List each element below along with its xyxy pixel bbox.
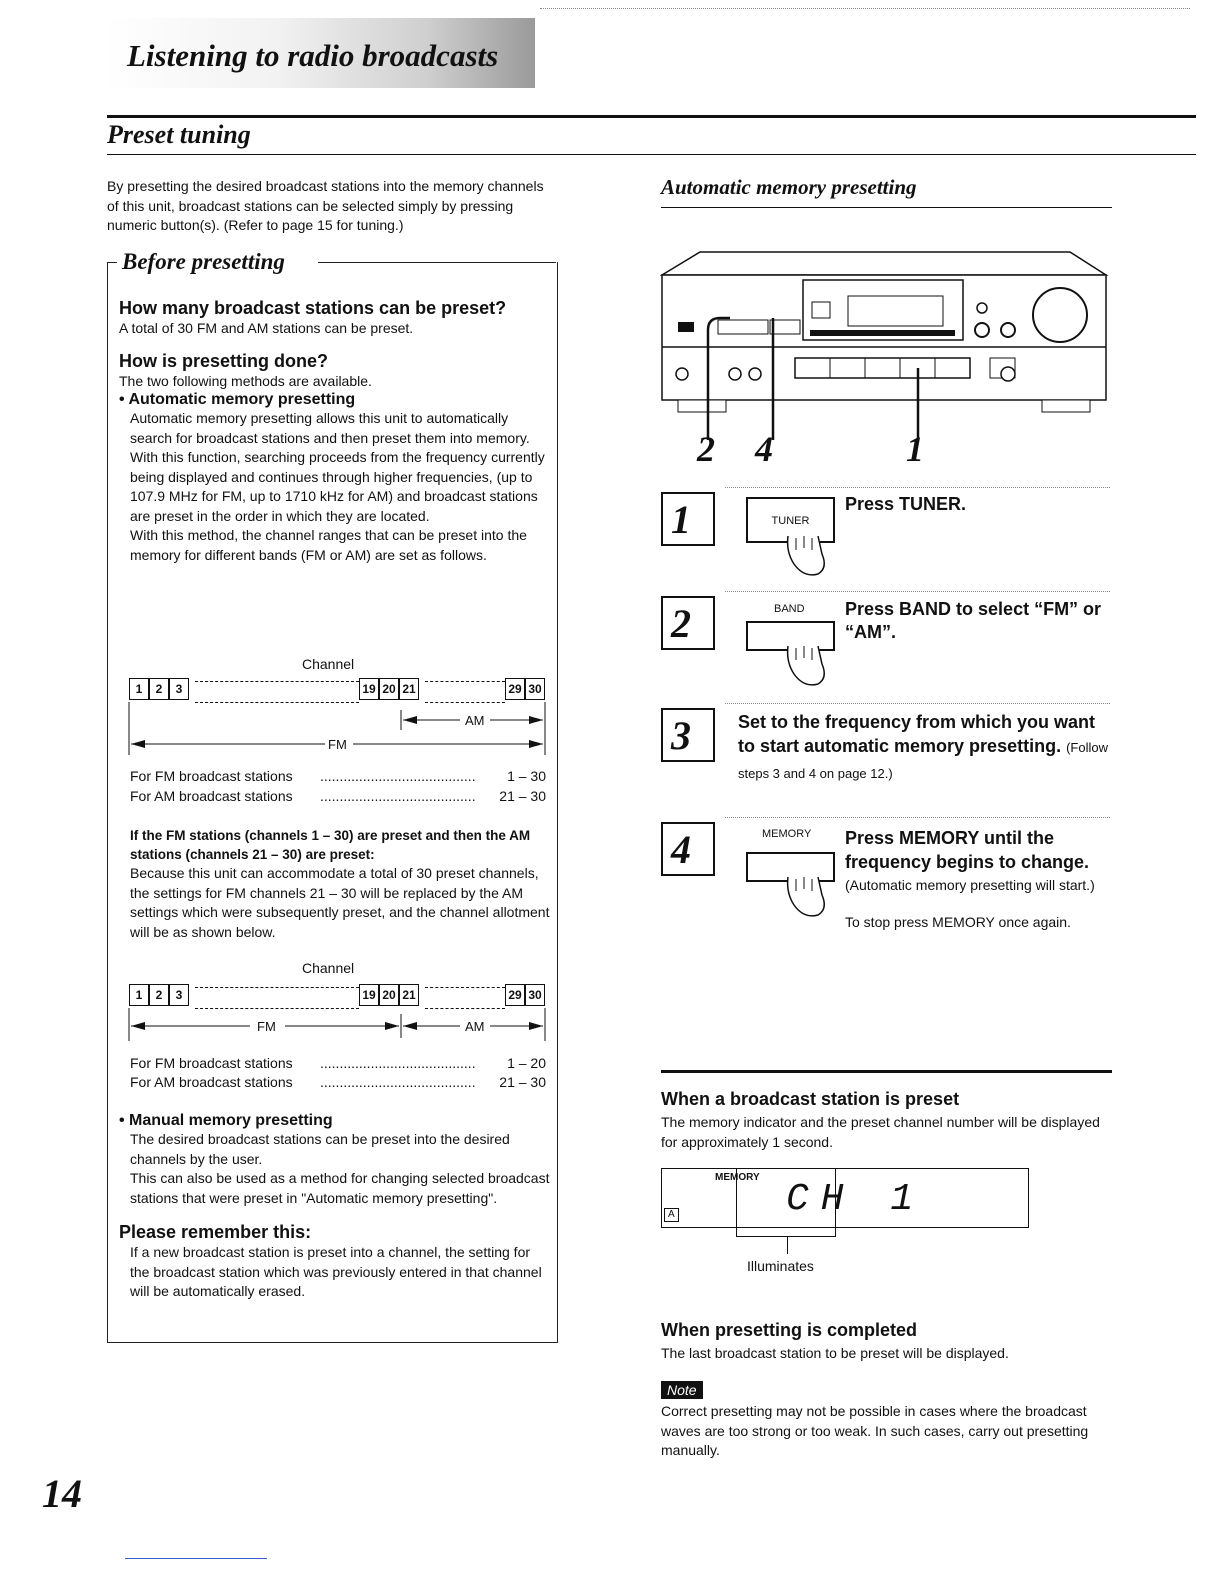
- illuminates-pointer: [787, 1236, 788, 1254]
- fm-allotment-range: 1 – 20: [507, 1055, 546, 1071]
- am-allotment-label: For AM broadcast stations: [130, 1074, 293, 1090]
- channel-cell: 30: [525, 984, 545, 1006]
- overwrite-text: Because this unit can accommodate a total of 30 preset channels, the settings for FM channels 21 – 30 will be replaced by the AM settings which were subsequently preset, and the channel allotment will be as shown below.: [130, 865, 550, 940]
- step-divider: [725, 591, 1110, 592]
- channel-cells-mid-2: [359, 984, 419, 1006]
- overwrite-heading: If the FM stations (channels 1 – 30) are preset and then the AM stations (channels 21 – 30) are preset:: [130, 828, 531, 862]
- am-allotment-label: For AM broadcast stations: [130, 788, 293, 804]
- channel-cell: 21: [399, 984, 419, 1006]
- callout-1: 1: [906, 429, 924, 469]
- q1-heading: How many broadcast stations can be preset?: [119, 298, 507, 318]
- channel-cells-right-2: [505, 984, 545, 1006]
- banner-title: Listening to radio broadcasts: [127, 38, 499, 73]
- step-4-note: (Automatic memory presetting will start.): [845, 877, 1095, 893]
- channel-cells-right-1: [505, 678, 545, 700]
- pressing-hand-icon: [782, 871, 832, 923]
- receiver-illustration: [660, 250, 1110, 470]
- q2-heading: How is presetting done?: [119, 350, 329, 371]
- step-divider: [725, 487, 1110, 488]
- step-divider: [725, 817, 1110, 818]
- channel-cell: 2: [149, 984, 169, 1006]
- callout-4: 4: [755, 429, 773, 469]
- am-allotment-range: 21 – 30: [499, 1074, 546, 1090]
- section-rule-top: [107, 115, 1196, 118]
- step-1-title: Press TUNER.: [845, 494, 967, 514]
- am-allotment-1: For AM broadcast stations ........................................ 21 – 30: [130, 788, 546, 804]
- step-4-number: 4: [661, 822, 715, 876]
- channel-cells-mid-1: [359, 678, 419, 700]
- auto-heading: Automatic memory presetting: [661, 175, 917, 199]
- callout-2: 2: [697, 429, 715, 469]
- fm-range-label-2: FM: [257, 1019, 276, 1034]
- channel-cell: 29: [505, 678, 525, 700]
- am-range-label-2: AM: [465, 1019, 485, 1034]
- channel-label-1: Channel: [302, 656, 355, 672]
- fm-range-label-1: FM: [328, 737, 347, 752]
- fm-allotment-2: For FM broadcast stations ........................................ 1 – 20: [130, 1055, 546, 1071]
- channel-cell: 3: [169, 678, 189, 700]
- tuner-button-label: TUNER: [771, 515, 810, 527]
- manual-p2: This can also be used as a method for changing selected broadcast stations that were preset in "Automatic memory presetting".: [130, 1170, 550, 1206]
- range-arrows-2: [125, 1006, 550, 1046]
- stop-text: To stop press MEMORY once again.: [845, 914, 1071, 930]
- band-button-label: BAND: [774, 603, 805, 615]
- display-a-indicator: A: [664, 1208, 679, 1222]
- step-1-number: 1: [661, 492, 715, 546]
- step-4-title: Press MEMORY until the frequency begins to change.: [845, 828, 1090, 872]
- channel-cell: 2: [149, 678, 169, 700]
- fm-allotment-label: For FM broadcast stations: [130, 768, 293, 784]
- illuminates-label: Illuminates: [747, 1258, 814, 1274]
- am-allotment-range: 21 – 30: [499, 788, 546, 804]
- auto-method-heading: • Automatic memory presetting: [119, 391, 356, 408]
- auto-p3: With this method, the channel ranges that can be preset into the memory for different bands (FM or AM) are set as follows.: [130, 527, 527, 563]
- page-number: 14: [42, 1471, 82, 1516]
- page-title: Preset tuning: [107, 120, 251, 149]
- channel-cells-left-1: [129, 678, 189, 700]
- channel-cell: 19: [359, 678, 379, 700]
- channel-cells-left-2: [129, 984, 189, 1006]
- manual-p1: The desired broadcast stations can be preset into the desired channels by the user.: [130, 1131, 510, 1167]
- am-range-label-1: AM: [465, 713, 485, 728]
- step-3-title: Set to the frequency from which you want to start automatic memory presetting.: [738, 712, 1096, 756]
- step-3-text: [738, 710, 1110, 786]
- note-badge: Note: [661, 1381, 703, 1399]
- box-top-right-rule: [318, 262, 556, 263]
- fm-allotment-label: For FM broadcast stations: [130, 1055, 293, 1071]
- section-rule-bottom: [107, 154, 1196, 155]
- channel-cell: 20: [379, 984, 399, 1006]
- preset-heading: When a broadcast station is preset: [661, 1089, 960, 1109]
- box-content: [119, 298, 551, 565]
- step-3-note: (Follow steps 3 and 4 on page 12.): [738, 740, 1108, 781]
- channel-cell: 1: [129, 984, 149, 1006]
- q1-text: A total of 30 FM and AM stations can be preset.: [119, 320, 414, 336]
- header-banner: [105, 18, 535, 88]
- remember-text: If a new broadcast station is preset into a channel, the setting for the broadcast station which was previously entered in that channel will be automatically erased.: [130, 1244, 542, 1299]
- completed-text: The last broadcast station to be preset will be displayed.: [661, 1345, 1009, 1361]
- channel-cell: 21: [399, 678, 419, 700]
- before-presetting-title: Before presetting: [119, 249, 288, 275]
- pressing-hand-icon: [782, 530, 832, 582]
- step-divider: [725, 703, 1110, 704]
- auto-heading-rule: [661, 207, 1112, 208]
- intro-text: By presetting the desired broadcast stations into the memory channels of this unit, broadcast stations can be selected simply by pressing numeric button(s). (Refer to page 15 for tuning.): [107, 178, 544, 233]
- display-channel: CH 1: [786, 1178, 926, 1221]
- note-text: Correct presetting may not be possible in cases where the broadcast waves are too strong or too weak. In such cases, carry out presetting manually.: [661, 1403, 1089, 1458]
- step-3-number: 3: [661, 708, 715, 762]
- box-top-left-rule: [107, 262, 117, 263]
- auto-p1: Automatic memory presetting allows this unit to automatically search for broadcast stations and then preset them into memory.: [130, 410, 530, 446]
- memory-button-label: MEMORY: [762, 828, 812, 840]
- channel-label-2: Channel: [302, 960, 355, 976]
- channel-cell: 20: [379, 678, 399, 700]
- fm-allotment-range: 1 – 30: [507, 768, 546, 784]
- q2-text: The two following methods are available.: [119, 372, 372, 389]
- step-4-text: [845, 826, 1111, 930]
- display-memory-indicator: MEMORY: [715, 1172, 760, 1183]
- step-2-title: Press BAND to select “FM” or “AM”.: [845, 599, 1102, 642]
- auto-p2: With this function, searching proceeds from the frequency currently being displayed and continues through higher frequencies, (up to 107.9 MHz for FM, up to 1710 kHz for AM) and broadcast stations are preset in the order in which they are located.: [130, 449, 545, 524]
- fm-allotment-1: For FM broadcast stations ........................................ 1 – 30: [130, 768, 546, 784]
- manual-method-heading: • Manual memory presetting: [119, 1112, 333, 1129]
- preset-rule: [661, 1070, 1112, 1073]
- channel-cell: 19: [359, 984, 379, 1006]
- top-dotted-rule: [540, 8, 1190, 9]
- channel-cell: 29: [505, 984, 525, 1006]
- channel-cell: 3: [169, 984, 189, 1006]
- am-allotment-2: For AM broadcast stations ........................................ 21 – 30: [130, 1074, 546, 1090]
- manual-section: [119, 1112, 551, 1302]
- bottom-link-rule: [125, 1558, 267, 1559]
- step-2-number: 2: [661, 596, 715, 650]
- completed-heading: When presetting is completed: [661, 1320, 918, 1340]
- channel-cell: 30: [525, 678, 545, 700]
- preset-text: The memory indicator and the preset channel number will be displayed for approximately 1 second.: [661, 1114, 1100, 1150]
- channel-cell: 1: [129, 678, 149, 700]
- remember-heading: Please remember this:: [119, 1222, 312, 1242]
- pressing-hand-icon: [782, 640, 832, 692]
